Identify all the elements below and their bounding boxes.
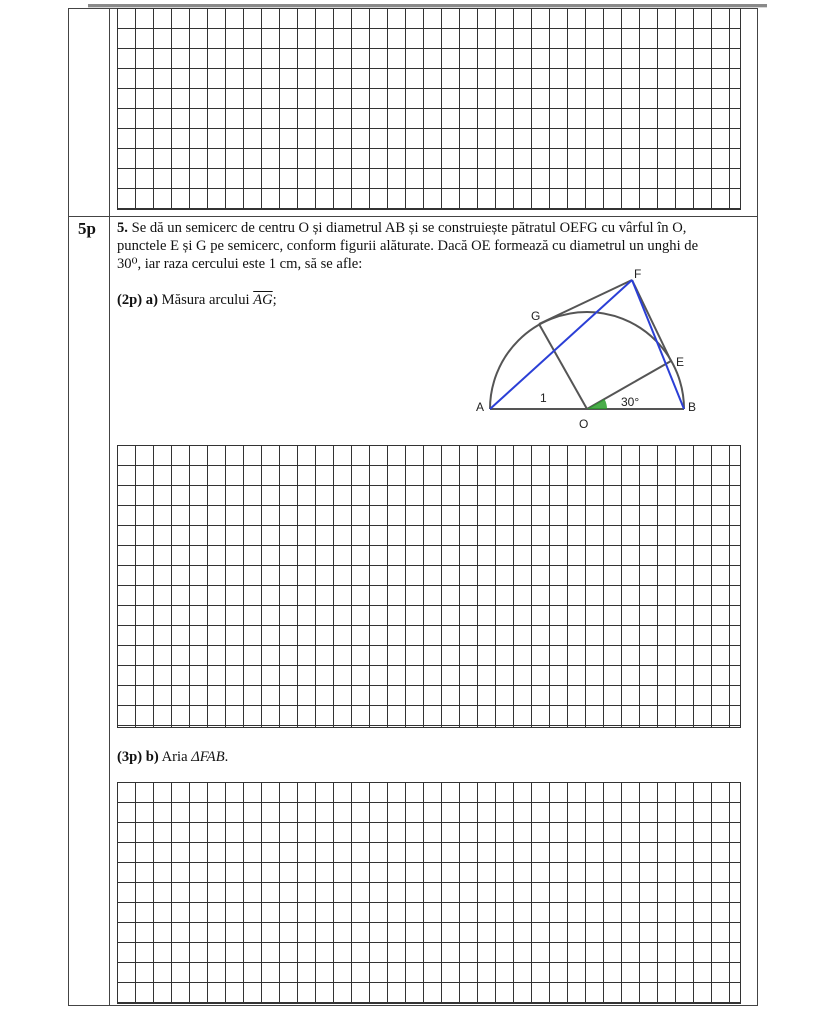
answer-grid-top: [117, 8, 741, 210]
semicircle-figure: [470, 262, 710, 438]
problem-line-1: 5. Se dă un semicerc de centru O și diametrul AB și se construiește pătratul OEFG cu vârful în O,: [117, 220, 687, 236]
part-a: (2p) a) Măsura arcului $\overline{AG}$;: [117, 292, 277, 308]
part-b-expression: ΔFAB: [191, 749, 225, 765]
part-a-arc: $\overline{AG}$: [253, 292, 273, 308]
angle-label: 30°: [621, 395, 640, 409]
label-g: G: [531, 309, 541, 323]
problem-line-3: 30⁰, iar raza cercului este 1 cm, să se afle:: [117, 256, 363, 272]
label-o: O: [579, 417, 589, 431]
problem-number: 5.: [117, 220, 128, 236]
part-a-points: (2p) a): [117, 292, 158, 308]
label-e: E: [676, 355, 685, 369]
part-b: (3p) b) Aria ΔFAB.: [117, 749, 229, 765]
label-b: B: [688, 400, 697, 414]
label-f: F: [634, 267, 642, 281]
answer-grid-part-b: [117, 782, 741, 1004]
segment-af: [490, 280, 632, 409]
label-a: A: [476, 400, 485, 414]
segment-fb: [632, 280, 684, 409]
part-b-text: Aria: [161, 749, 188, 765]
answer-grid-part-a: [117, 445, 741, 728]
problem-points: 5p: [78, 219, 96, 238]
problem-separator: [68, 216, 758, 217]
angle-mark: [587, 399, 607, 409]
part-a-text: Măsura arcului: [161, 292, 250, 308]
points-column-divider: [109, 8, 110, 1006]
part-b-points: (3p) b): [117, 749, 159, 765]
radius-label: 1: [540, 391, 547, 405]
problem-line-2: punctele E și G pe semicerc, conform figurii alăturate. Dacă OE formează cu diametrul un unghi de: [117, 238, 699, 254]
